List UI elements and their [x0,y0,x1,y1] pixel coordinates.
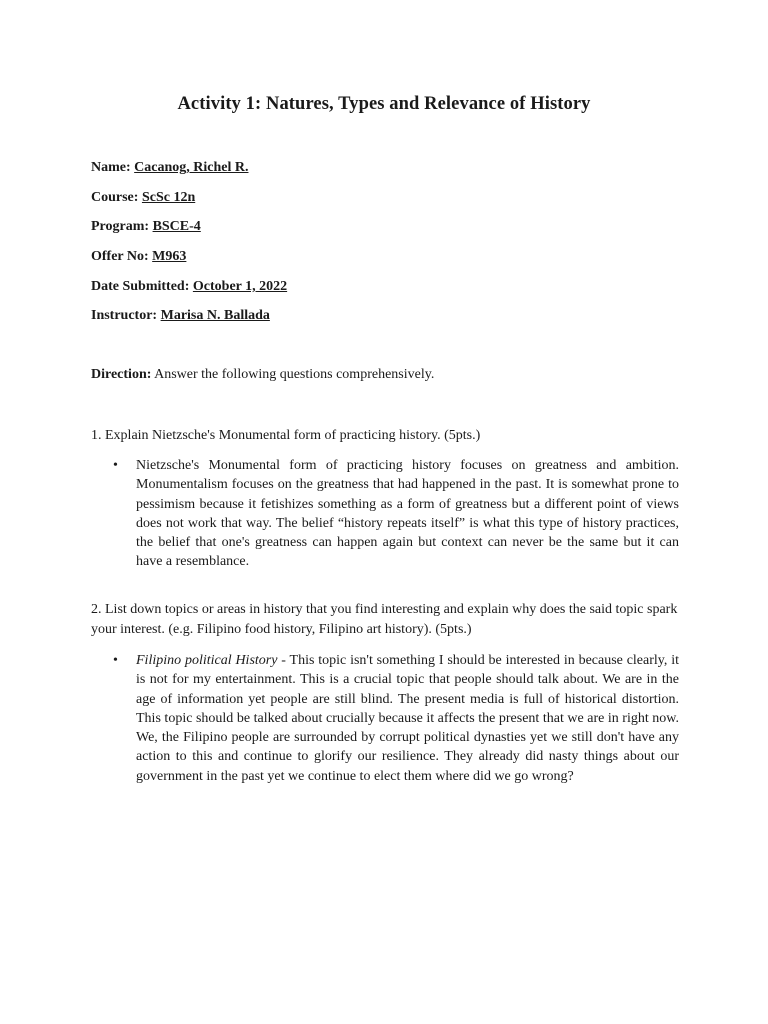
offer-label: Offer No: [91,249,149,264]
program-label: Program: [91,219,150,234]
course-label: Course: [91,190,139,205]
instructor-value: Marisa N. Ballada [160,308,270,323]
answer-2-topic: Filipino political History [136,653,278,668]
question-1-prompt: 1. Explain Nietzsche's Monumental form of practicing history. (5pts.) [91,428,481,443]
date-submitted-value: October 1, 2022 [192,279,288,294]
name-value: Cacanog, Richel R. [134,160,249,175]
instructor-row [91,308,270,324]
course-value: ScSc 12n [141,190,196,205]
direction-label: Direction: [91,367,152,382]
direction-line [91,367,434,383]
date-submitted-row [91,279,287,295]
document-title: Activity 1: Natures, Types and Relevance of History [177,94,591,114]
answer-2-body: - This topic isn't something I should be interested in because clearly, it is not for my entertainment. This is a crucial topic that people should talk about. We are in the age of information yet people are still blind. The present media is full of historical distortion. This topic should be talked about crucially because it affects the present that we are in right now. We, the Filipino people are surrounded by corrupt political dynasties yet we still don't have any action to this and continue to glorify our resilience. They already did nasty things about our government in the past yet we continue to elect them where did we go wrong? [136,653,683,784]
answer-1-body: Nietzsche's Monumental form of practicing history focuses on greatness and ambition. Monumentalism focuses on the greatness that had happened in the past. It is somewhat prone to pessimism because it fetishizes something as a form of greatness but a different point of views does not work that way. The belief “history repeats itself” is what this type of history practices, the belief that one's greatness can happen again but context can never be the same but it can have a resemblance. [136,458,679,570]
bullet-icon: • [113,653,118,668]
course-row [91,190,195,206]
program-value: BSCE-4 [152,219,201,234]
answer-1-item [113,456,679,574]
answer-2-text [136,651,683,786]
question-2-prompt: 2. List down topics or areas in history that you find interesting and explain why does the said topic spark your interest. (e.g. Filipino food history, Filipino art history). (5pts.) [91,602,678,637]
bullet-icon: • [113,458,118,473]
name-row [91,160,248,176]
name-label: Name: [91,160,131,175]
answer-1-text [136,456,679,572]
offer-value: M963 [152,249,187,264]
direction-text: Answer the following questions comprehensively. [151,367,435,382]
program-row [91,219,201,235]
date-submitted-label: Date Submitted: [91,279,190,294]
offer-row [91,249,186,265]
instructor-label: Instructor: [91,308,158,323]
answer-2-item [113,651,683,811]
